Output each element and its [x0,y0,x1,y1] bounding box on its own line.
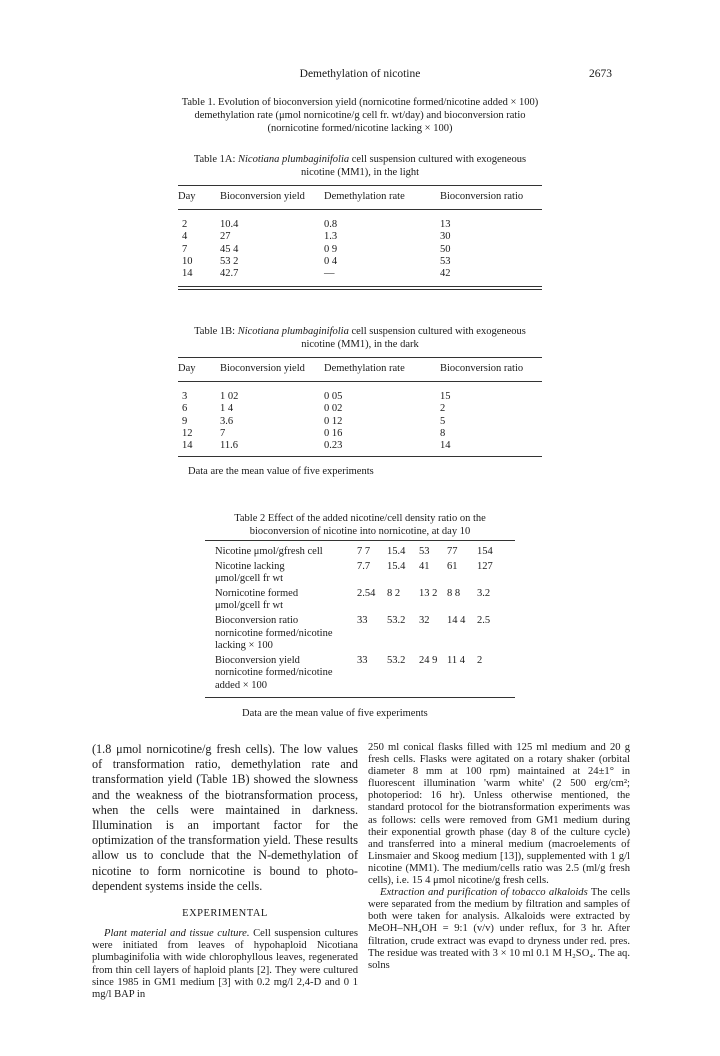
table1b-caption-species: Nicotiana plumbaginifolia [237,326,349,337]
table-cell: 7 [182,243,188,255]
table-row-label: μmol/gcell fr wt [215,600,284,612]
table1b-header-ratio: Bioconversion ratio [440,363,524,374]
table-cell: 0.8 [324,219,338,230]
table2-top-rule [205,540,515,541]
table-row-label: added × 100 [215,679,267,691]
body-right-paragraph-1: 250 ml conical flasks filled with 125 ml medium and 20 g fresh cells. Flasks were agitated on a rotary shaker (orbital diameter 8 mm at 100 rpm) maintained at 24±1° in fluorescent illumination 'warm white' (2 500 erg/cm²; photoperiod: 16 hr). Unless otherwise mentioned, the standard protocol for the biotransformation experiments was as follows: cells were removed from GM1 medium during their exponential growth phase (day 8 of the culture cycle) and transferred into a mineral medium (macroelements of Linsmaier and Skoog medium [13]), supplemented with 1 g/l nicotine (MM1). The medium/cells ratio was 2.5 (ml/g fresh cells), i.e. 15 4 μmol nicotine/g fresh cells. [368,742,630,887]
table1a-top-rule [178,185,542,186]
table-cell: 127 [477,560,493,572]
table1b-header-rule [178,381,542,382]
table1a-header-yield: Bioconversion yield [220,191,305,202]
table-cell: 15.4 [387,546,406,557]
table-cell: 61 [447,560,458,572]
table-cell: 0.23 [324,440,343,452]
table-cell: 8 8 [447,587,461,599]
table-cell: 41 [419,560,430,572]
table-cell: 1 02 [220,391,239,402]
table-cell: 32 [419,615,430,626]
table-cell: 15.4 [387,560,406,572]
table-cell: 14 [182,268,193,280]
subheading-plant-material: Plant material and tissue culture. [104,928,250,940]
table-cell: 0 02 [324,403,343,415]
page-number: 2673 [589,68,612,80]
table-cell: 154 [477,546,493,557]
table-row-label: Bioconversion ratio [215,615,299,626]
body-right-paragraph-2 [368,887,630,972]
table1a-header-day: Day [178,191,196,202]
subheading-extraction: Extraction and purification of tobacco alkaloids [380,887,588,899]
table-row-label: Bioconversion yield [215,654,300,666]
table-cell: 8 2 [387,587,401,599]
table-cell: 2 [477,654,483,666]
table-cell: 1 4 [220,403,234,415]
table1b-header-day: Day [178,363,196,374]
table-cell: 0 9 [324,243,338,255]
table-cell: 0 16 [324,427,343,439]
table-cell: 7 7 [357,546,371,557]
section-heading-experimental: EXPERIMENTAL [182,908,268,920]
table1a-header-rule [178,209,542,210]
table-cell: 8 [440,427,446,439]
table-cell: 53 [419,546,430,557]
table-cell: 50 [440,243,451,255]
table-cell: 0 12 [324,415,343,427]
table-cell: 2 [440,403,446,415]
body-left-paragraph-2 [92,928,358,1001]
table-cell: 33 [357,615,368,626]
table-row-label: Nicotine μmol/gfresh cell [215,546,323,557]
body-left-column [92,742,358,1001]
table-row-label: nornicotine formed/nicotine [215,627,333,639]
table-cell: 0 05 [324,391,343,402]
body-left-paragraph-1: (1.8 μmol nornicotine/g fresh cells). The low values of transformation ratio, demethylation rate and transformation yield (Table 1B) showed the slowness and the weakness of the biotransformation process, when the cells were maintained in darkness. Illumination is an important factor for the optimization of the transformation yield. These results allow us to conclude that the N-demethylation of nicotine to form nornicotine is bound to photo-dependent systems inside the cells. [92,742,358,893]
table-cell: 5 [440,415,446,427]
table-cell: 10.4 [220,219,239,230]
table-cell: 53.2 [387,654,406,666]
table-row-label: Nicotine lacking [215,560,285,572]
table2-bottom-rule [205,697,515,698]
body-right-paragraph-2-text: The cells were separated from the medium by filtration and samples of both were taken for analysis. Alkaloids were extracted by MeOH–NH₄OH = 9:1 (v/v) under reflux, for 3 hr. After filtration, crude extract was evapd to dryness under red. pres. The residue was treated with 3 × 10 ml 0.1 M H₂SO₄. The aq. solns [368,887,630,971]
table-cell: 1.3 [324,231,338,243]
table1b-bottom-rule [178,456,542,457]
table-cell: 53 2 [220,255,239,267]
table-row-label: lacking × 100 [215,640,273,652]
table1b-header-yield: Bioconversion yield [220,363,305,374]
table-cell: 7 [220,427,226,439]
table-cell: 4 [182,231,188,243]
table1b-header-rate: Demethylation rate [324,363,405,374]
table-cell: 13 2 [419,587,438,599]
table-cell: 13 [440,219,451,230]
body-left-paragraph-2-text: Cell suspension cultures were initiated from leaves of hypohaploid Nicotiana plumbaginifolia with wide chlorophyllous leaves, regenerated from thin cell layers of haploid plants [2]. They were cultured since 1985 in GM1 medium [3] with 0.2 mg/l 2,4-D and 0 1 mg/l BAP in [92,928,358,1000]
table-cell: 3 [182,391,188,402]
table-cell: 7.7 [357,560,371,572]
table-cell: 45 4 [220,243,239,255]
table-cell: 42.7 [220,268,239,280]
table-cell: 33 [357,654,368,666]
table-cell: 6 [182,403,188,415]
table-row-label: Nornicotine formed [215,587,299,599]
running-title: Demethylation of nicotine [299,68,421,80]
table-cell: 2 [182,219,188,230]
table-cell: — [324,268,335,280]
table-cell: 10 [182,255,193,267]
table-cell: 9 [182,415,188,427]
table1b-caption [178,325,542,351]
table-row-label: nornicotine formed/nicotine [215,667,333,679]
table-cell: 0 4 [324,255,338,267]
table-cell: 77 [447,546,458,557]
table-cell: 27 [220,231,231,243]
table1a-caption-prefix: Table 1A: [193,154,238,165]
table1a-caption [178,153,542,179]
table-cell: 2.54 [357,587,376,599]
table1b-caption-rest: cell suspension cultured with exogeneous nicotine (MM1), in the dark [301,326,526,350]
table1a-caption-species: Nicotiana plumbaginifolia [238,154,350,165]
table1a-header-ratio: Bioconversion ratio [440,191,524,202]
table1a-header-rate: Demethylation rate [324,191,405,202]
table-cell: 42 [440,268,451,280]
table-cell: 11.6 [220,440,238,452]
table-cell: 3.2 [477,587,491,599]
table-cell: 3.6 [220,415,234,427]
table1a-bottom-rule-2 [178,289,542,290]
body-right-column [368,742,630,972]
table-cell: 30 [440,231,451,243]
table-row-label: μmol/gcell fr wt [215,573,284,585]
table1-footnote: Data are the mean value of five experiments [188,466,374,477]
table-cell: 53 [440,255,451,267]
table-cell: 14 [440,440,451,452]
table2-caption: Table 2 Effect of the added nicotine/cell density ratio on the bioconversion of nicotine into nornicotine, at day 10 [234,513,486,537]
table1a-bottom-rule [178,286,542,287]
table-cell: 12 [182,427,193,439]
table-cell: 53.2 [387,615,406,626]
table1b-caption-prefix: Table 1B: [194,326,238,337]
table-cell: 11 4 [447,654,465,666]
table-cell: 2.5 [477,615,491,626]
table1b-top-rule [178,357,542,358]
table-cell: 14 [182,440,193,452]
table1-caption: Table 1. Evolution of bioconversion yield (nornicotine formed/nicotine added × 100) demethylation rate (μmol nornicotine/g cell fr. wt/day) and bioconversion ratio (nornicotine formed/nicotine lacking × 100) [181,97,539,134]
table-cell: 15 [440,391,451,402]
table1a-caption-rest: cell suspension cultured with exogeneous nicotine (MM1), in the light [300,154,527,178]
table-cell: 24 9 [419,654,438,666]
table-cell: 14 4 [447,615,466,626]
table2-footnote: Data are the mean value of five experiments [242,708,428,719]
